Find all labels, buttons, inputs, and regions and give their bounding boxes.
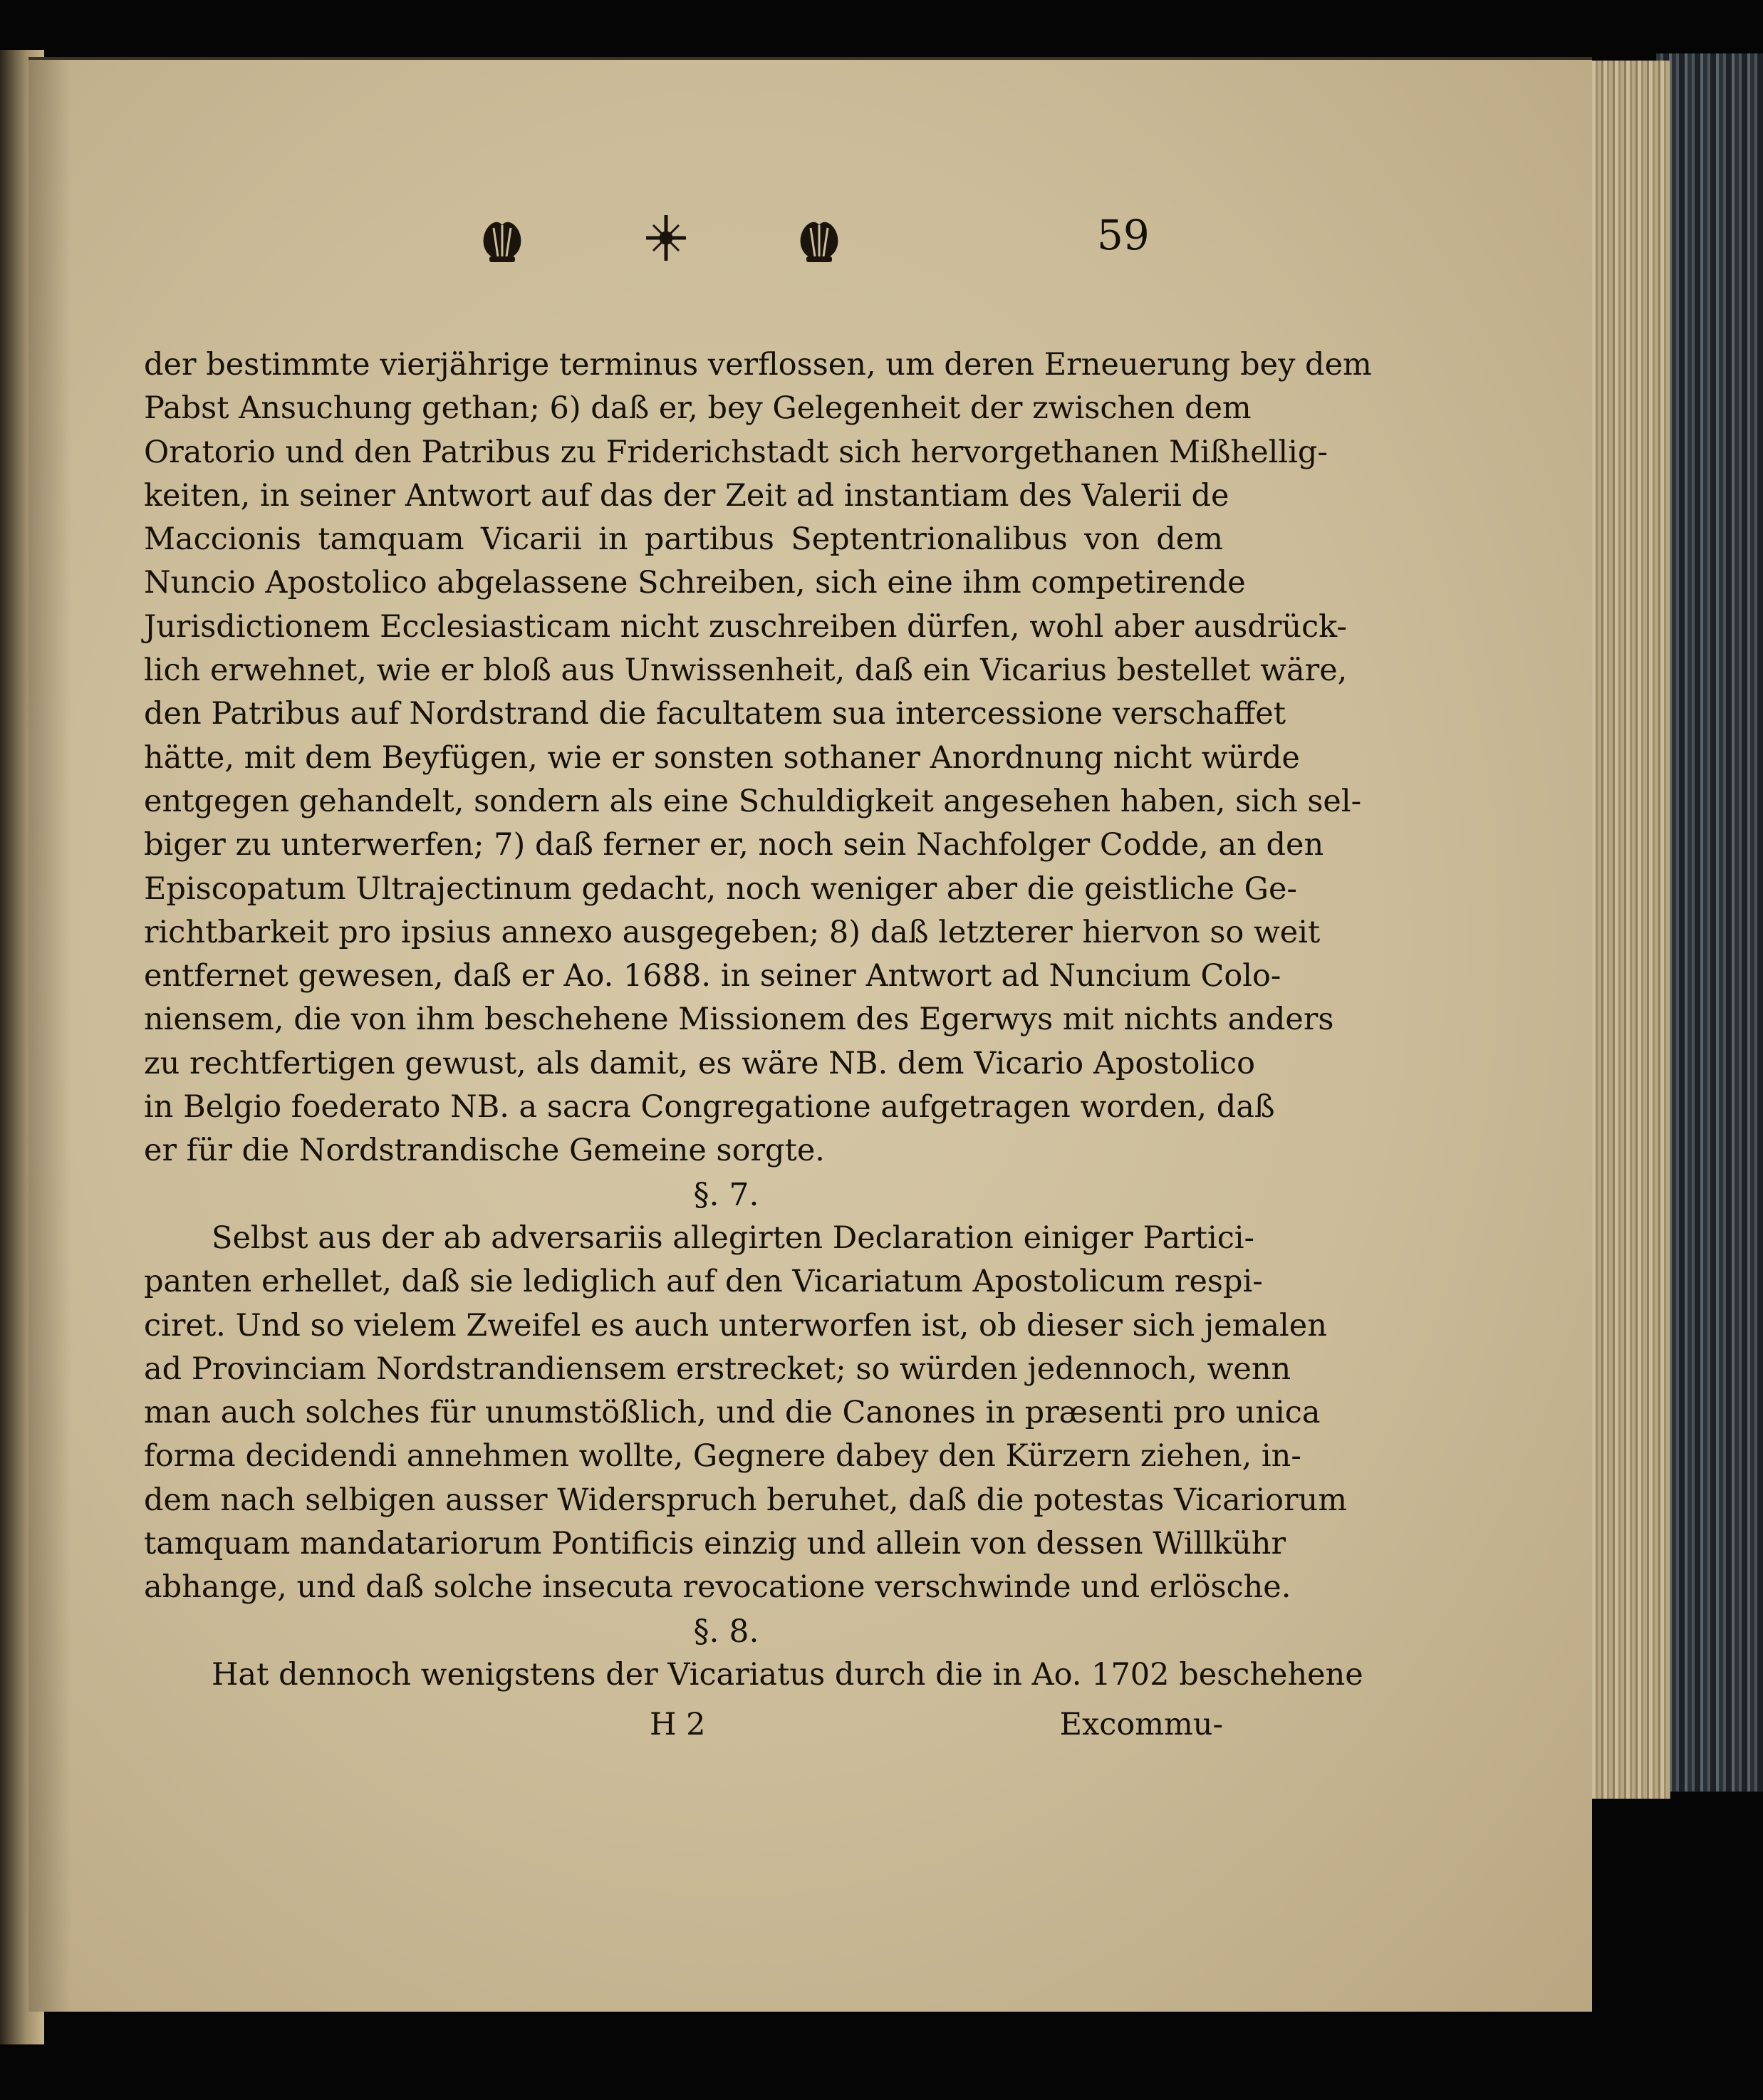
text-line: in Belgio foederato NB. a sacra Congregatione aufgetragen worden, daß <box>144 1089 1275 1126</box>
text-line: ad Provinciam Nordstrandiensem erstrecket; so würden jedennoch, wenn <box>144 1351 1291 1387</box>
fleuron-icon <box>791 209 848 266</box>
text-line: er für die Nordstrandische Gemeine sorgte. <box>144 1133 825 1169</box>
text-line: man auch solches für unumstößlich, und die Canones in præsenti pro unica <box>144 1395 1321 1431</box>
text-line: entfernet gewesen, daß er Ao. 1688. in seiner Antwort ad Nuncium Colo- <box>144 958 1281 994</box>
text-line: den Patribus auf Nordstrand die facultatem sua intercessione verschaffet <box>144 696 1286 732</box>
text-line: hätte, mit dem Beyfügen, wie er sonsten sothaner Anordnung nicht würde <box>144 739 1300 776</box>
cross-ornament-icon <box>638 209 695 266</box>
text-line: Maccionis tamquam Vicarii in partibus Septentrionalibus von dem <box>144 521 1223 558</box>
page-header <box>28 209 1592 266</box>
text-line: entgegen gehandelt, sondern als eine Schuldigkeit angesehen haben, sich sel- <box>144 783 1362 819</box>
text-line: tamquam mandatariorum Pontificis einzig und allein von dessen Willkühr <box>144 1526 1286 1562</box>
text-line: forma decidendi annehmen wollte, Gegnere dabey den Kürzern ziehen, in- <box>144 1438 1301 1475</box>
text-line: richtbarkeit pro ipsius annexo ausgegeben; 8) daß letzterer hiervon so weit <box>144 914 1321 950</box>
text-line: zu rechtfertigen gewust, als damit, es wäre NB. dem Vicario Apostolico <box>144 1045 1256 1081</box>
book-page <box>28 57 1592 2012</box>
catchword: Excommu- <box>1059 1707 1223 1742</box>
text-line: Nuncio Apostolico abgelassene Schreiben, sich eine ihm competirende <box>144 565 1246 601</box>
text-line: niensem, die von ihm beschehene Missionem des Egerwys mit nichts anders <box>144 1002 1334 1038</box>
text-line: panten erhellet, daß sie lediglich auf den Vicariatum Apostolicum respi- <box>144 1264 1263 1300</box>
text-line: lich erwehnet, wie er bloß aus Unwissenheit, daß ein Vicarius bestellet wäre, <box>144 653 1348 689</box>
text-line: biger zu unterwerfen; 7) daß ferner er, noch sein Nachfolger Codde, an den <box>144 827 1324 863</box>
page-body <box>144 343 1372 1697</box>
text-line: Episcopatum Ultrajectinum gedacht, noch weniger aber die geistliche Ge- <box>144 870 1297 907</box>
text-line: Hat dennoch wenigstens der Vicariatus durch die in Ao. 1702 beschehene <box>212 1656 1363 1693</box>
text-line: dem nach selbigen ausser Widerspruch beruhet, daß die potestas Vicariorum <box>144 1482 1347 1518</box>
text-line: Jurisdictionem Ecclesiasticam nicht zuschreiben dürfen, wohl aber ausdrück- <box>144 608 1347 645</box>
section-heading: §. 7. <box>693 1176 759 1213</box>
section-heading: §. 8. <box>693 1613 759 1650</box>
text-line: keiten, in seiner Antwort auf das der Zeit ad instantiam des Valerii de <box>144 477 1229 514</box>
text-line: Oratorio und den Patribus zu Friderichstadt sich hervorgethanen Mißhellig- <box>144 434 1328 470</box>
page-footer <box>144 1707 1223 1751</box>
book-binding <box>1656 53 1763 1792</box>
text-line: abhange, und daß solche insecuta revocatione verschwinde und erlösche. <box>144 1569 1291 1606</box>
text-line: Selbst aus der ab adversariis allegirten Declaration einiger Partici- <box>212 1220 1255 1256</box>
fleuron-icon <box>474 209 531 266</box>
signature-mark: H 2 <box>650 1707 706 1742</box>
gutter-shadow <box>28 60 71 2012</box>
page-number: 59 <box>1097 211 1150 259</box>
text-line: Pabst Ansuchung gethan; 6) daß er, bey Gelegenheit der zwischen dem <box>144 390 1252 427</box>
text-line: der bestimmte vierjährige terminus verflossen, um deren Erneuerung bey dem <box>144 347 1372 383</box>
text-line: ciret. Und so vielem Zweifel es auch unterworfen ist, ob dieser sich jemalen <box>144 1307 1327 1343</box>
